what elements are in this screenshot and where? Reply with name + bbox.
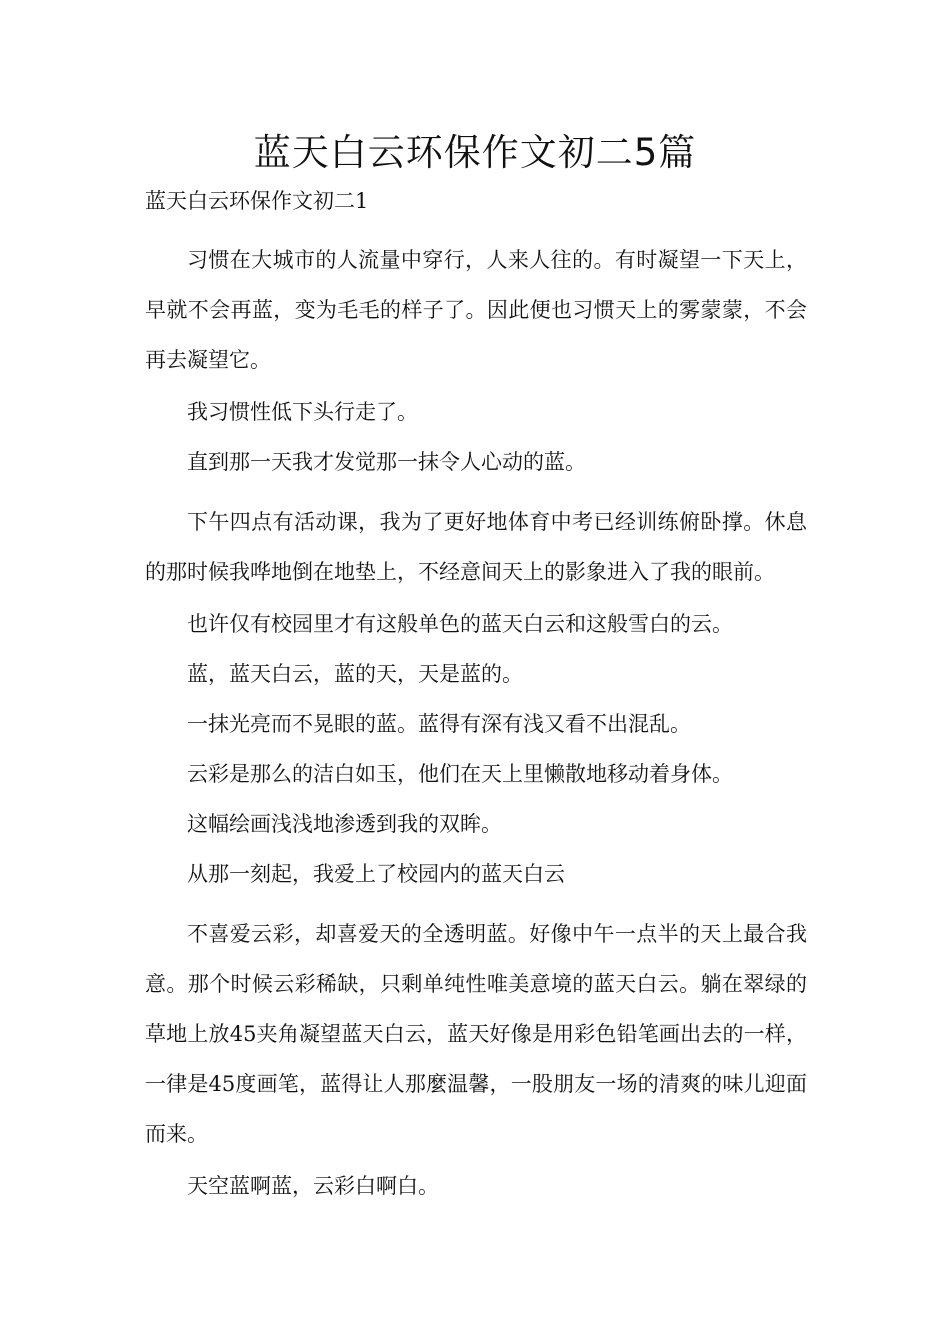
paragraph: 这幅绘画浅浅地渗透到我的双眸。 [187,812,502,836]
section-heading: 蓝天白云环保作文初二1 [145,189,369,213]
paragraph: 下午四点有活动课，我为了更好地体育中考已经训练俯卧撑。休息的那时候我哗地倒在地垫上，不经意间天上的影象进入了我的眼前。 [145,510,807,584]
paragraph: 蓝，蓝天白云，蓝的天，天是蓝的。 [187,662,523,686]
paragraph: 云彩是那么的洁白如玉，他们在天上里懒散地移动着身体。 [187,762,733,786]
paragraph: 不喜爱云彩，却喜爱天的全透明蓝。好像中午一点半的天上最合我意。那个时候云彩稀缺，只剩单纯性唯美意境的蓝天白云。躺在翠绿的草地上放45夹角凝望蓝天白云，蓝天好像是用彩色铅笔画出去的一样，一律是45度画笔，蓝得让人那麼温馨，一股朋友一场的清爽的味儿迎面而来。 [145,922,807,1146]
paragraph: 直到那一天我才发觉那一抹令人心动的蓝。 [187,450,586,474]
paragraph: 天空蓝啊蓝，云彩白啊白。 [187,1174,439,1198]
paragraph: 从那一刻起，我爱上了校园内的蓝天白云 [187,862,565,886]
document-title: 蓝天白云环保作文初二5篇 [253,131,697,174]
document-body [145,235,807,1221]
paragraph: 也许仅有校园里才有这般单色的蓝天白云和这般雪白的云。 [187,612,733,636]
paragraph: 我习惯性低下头行走了。 [187,400,418,424]
paragraph: 一抹光亮而不晃眼的蓝。蓝得有深有浅又看不出混乱。 [187,712,691,736]
paragraph: 习惯在大城市的人流量中穿行，人来人往的。有时凝望一下天上，早就不会再蓝，变为毛毛的样子了。因此便也习惯天上的雾蒙蒙，不会再去凝望它。 [145,248,807,372]
